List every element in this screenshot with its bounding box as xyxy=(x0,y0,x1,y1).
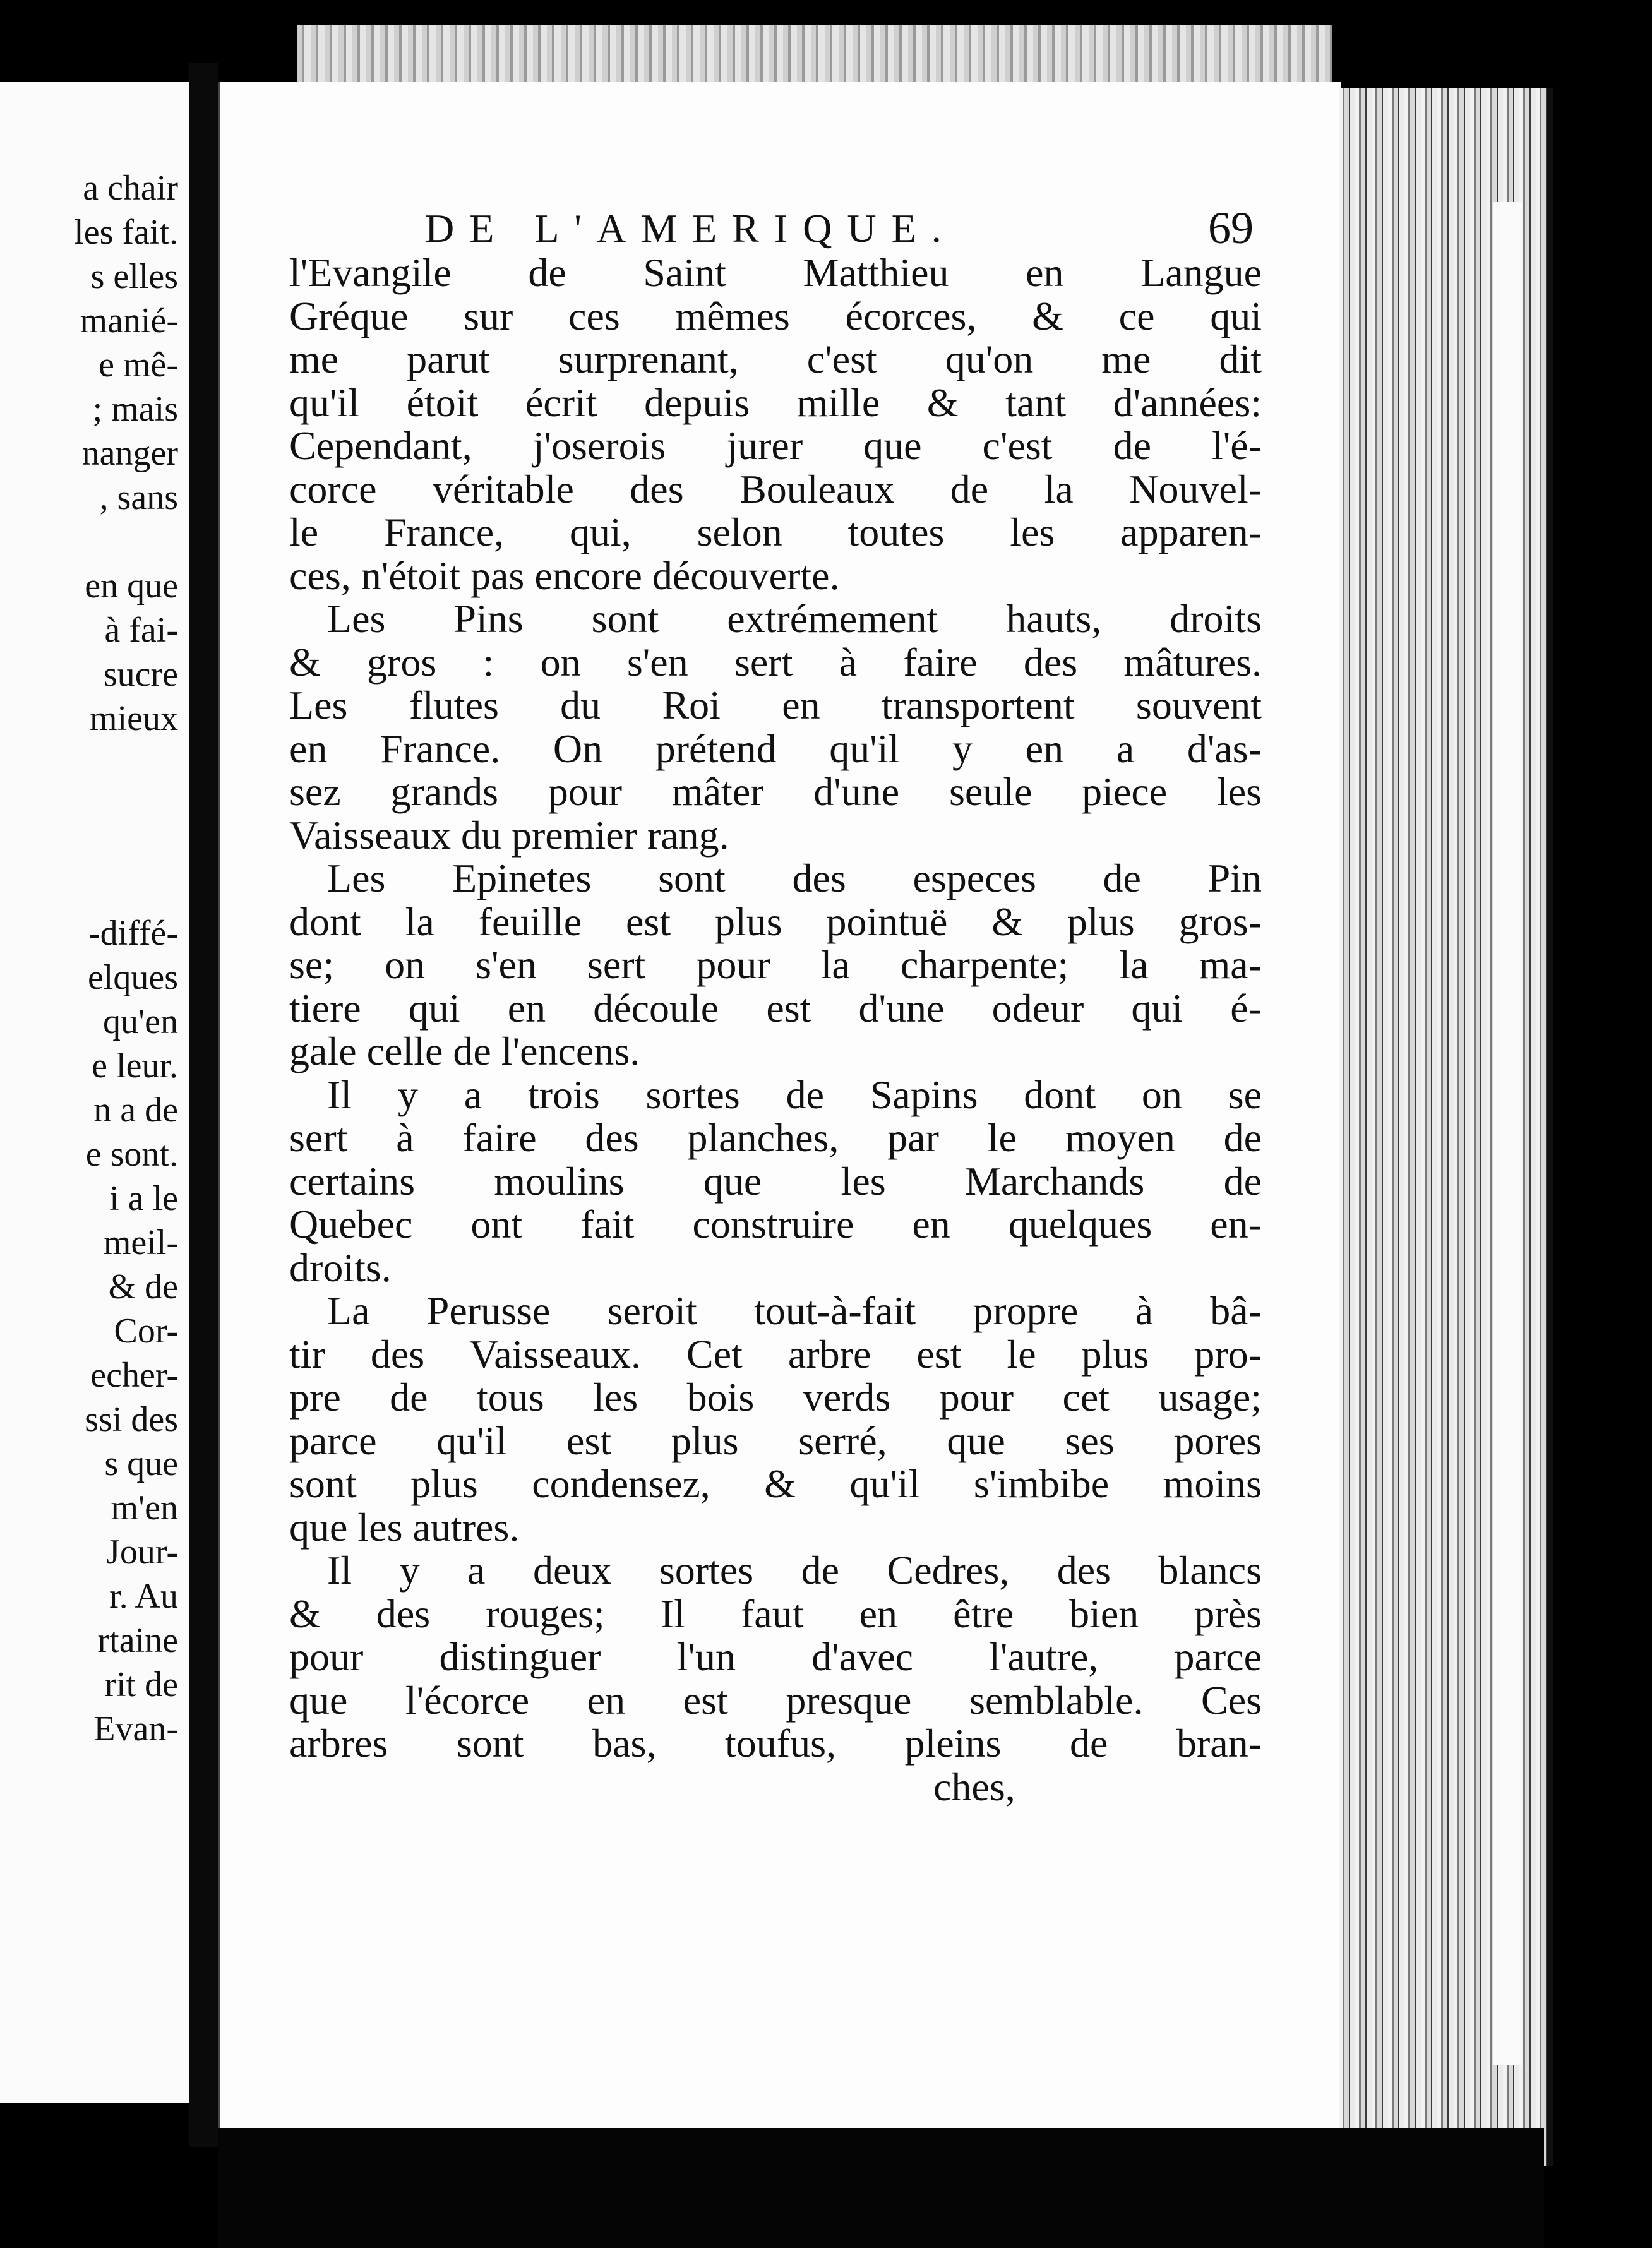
text-line: Il y a deux sortes de Cedres, des blancs xyxy=(327,1548,1262,1593)
text-line: me parut surprenant, c'est qu'on me dit xyxy=(289,337,1262,381)
left-page-fragment: & de xyxy=(108,1267,178,1306)
text-line: parce qu'il est plus serré, que ses pores xyxy=(289,1418,1262,1463)
text-line: Il y a trois sortes de Sapins dont on se xyxy=(327,1072,1262,1117)
left-page-fragment: Evan- xyxy=(93,1709,178,1749)
text-line: droits. xyxy=(289,1245,392,1290)
text-line: La Perusse seroit tout-à-fait propre à bâ- xyxy=(327,1288,1262,1333)
text-line: corce véritable des Bouleaux de la Nouvel- xyxy=(289,466,1262,511)
text-line: gale celle de l'encens. xyxy=(289,1029,640,1073)
left-page-fragment: , sans xyxy=(99,478,178,517)
left-page-fragment: rit de xyxy=(104,1665,178,1704)
text-line: que l'écorce en est presque semblable. Ces xyxy=(289,1677,1262,1723)
running-head: DE L'AMERIQUE. xyxy=(425,206,957,251)
left-page-fragment: sucre xyxy=(103,655,178,694)
left-page-fragment: à fai- xyxy=(104,611,178,650)
text-line: Quebec ont fait construire en quelques en- xyxy=(289,1202,1262,1247)
text-line: sont plus condensez, & qu'il s'imbibe moins xyxy=(289,1461,1262,1506)
left-page-fragment: en que xyxy=(85,566,178,606)
text-line: l'Evangile de Saint Matthieu en Langue xyxy=(289,250,1262,295)
text-line: & des rouges; Il faut en être bien près xyxy=(289,1591,1262,1636)
left-page-fragment: meil- xyxy=(103,1223,178,1262)
left-page-fragment: n a de xyxy=(93,1091,178,1130)
text-line: dont la feuille est plus pointuë & plus gros- xyxy=(289,899,1262,944)
left-page-fragment: i a le xyxy=(109,1179,178,1218)
top-page-edge xyxy=(297,25,1332,86)
text-line: pour distinguer l'un d'avec l'autre, parce xyxy=(289,1634,1262,1679)
left-page-fragment: elques xyxy=(87,958,178,997)
text-line: tiere qui en découle est d'une odeur qui é- xyxy=(289,985,1262,1031)
text-line: se; on s'en sert pour la charpente; la ma- xyxy=(289,942,1262,987)
left-page-fragment: m'en xyxy=(111,1488,178,1528)
text-line: qu'il étoit écrit depuis mille & tant d'années: xyxy=(289,380,1262,425)
text-line: Cependant, j'oserois jurer que c'est de l'é- xyxy=(289,423,1262,468)
text-line: & gros : on s'en sert à faire des mâtures. xyxy=(289,639,1262,685)
text-line: Les Epinetes sont des especes de Pin xyxy=(327,856,1262,900)
left-page-fragment: qu'en xyxy=(103,1002,178,1041)
right-page xyxy=(218,82,1341,2128)
text-line: Les flutes du Roi en transportent souvent xyxy=(289,683,1262,727)
left-page-fragment: rtaine xyxy=(97,1621,178,1660)
left-page-fragment: -diffé- xyxy=(88,914,178,953)
book-gutter xyxy=(189,63,218,2147)
catchword: ches, xyxy=(933,1764,1015,1809)
left-page-fragment: a chair xyxy=(83,169,178,208)
text-line: arbres sont bas, toufus, pleins de bran- xyxy=(289,1721,1262,1766)
left-facing-page xyxy=(0,82,192,2103)
text-line: Vaisseaux du premier rang. xyxy=(289,812,729,858)
left-page-fragment: e mê- xyxy=(99,345,178,385)
text-line: tir des Vaisseaux. Cet arbre est le plus pro- xyxy=(289,1331,1262,1377)
text-line: sez grands pour mâter d'une seule piece les xyxy=(289,769,1262,814)
left-page-fragment: ; mais xyxy=(92,390,178,429)
fore-edge-highlight xyxy=(1493,202,1522,2065)
text-line: pre de tous les bois verds pour cet usage; xyxy=(289,1375,1262,1420)
left-page-fragment: mieux xyxy=(90,699,178,738)
left-page-fragment: s que xyxy=(104,1444,178,1483)
left-page-fragment: e leur. xyxy=(92,1046,178,1085)
text-line: que les autres. xyxy=(289,1504,520,1550)
left-page-fragment: les fait. xyxy=(74,213,178,252)
text-line: Gréque sur ces mêmes écorces, & ce qui xyxy=(289,293,1262,338)
left-page-fragment: e sont. xyxy=(85,1135,178,1174)
text-line: certains moulins que les Marchands de xyxy=(289,1158,1262,1204)
left-page-fragment: ssi des xyxy=(85,1400,178,1439)
text-line: sert à faire des planches, par le moyen de xyxy=(289,1115,1262,1160)
text-line: le France, qui, selon toutes les apparen- xyxy=(289,510,1262,554)
left-page-fragment: Jour- xyxy=(106,1533,178,1572)
left-page-fragment: Cor- xyxy=(114,1312,178,1351)
text-line: ces, n'étoit pas encore découverte. xyxy=(289,553,840,598)
text-line: Les Pins sont extrémement hauts, droits xyxy=(327,596,1262,641)
left-page-fragment: s elles xyxy=(90,257,178,296)
text-line: en France. On prétend qu'il y en a d'as- xyxy=(289,726,1262,771)
left-page-fragment: nanger xyxy=(81,434,178,473)
bottom-shadow xyxy=(218,2128,1544,2248)
left-page-fragment: manié- xyxy=(80,301,178,340)
page-number: 69 xyxy=(1208,203,1254,253)
left-page-fragment: r. Au xyxy=(109,1577,178,1616)
left-page-fragment: echer- xyxy=(90,1356,178,1395)
